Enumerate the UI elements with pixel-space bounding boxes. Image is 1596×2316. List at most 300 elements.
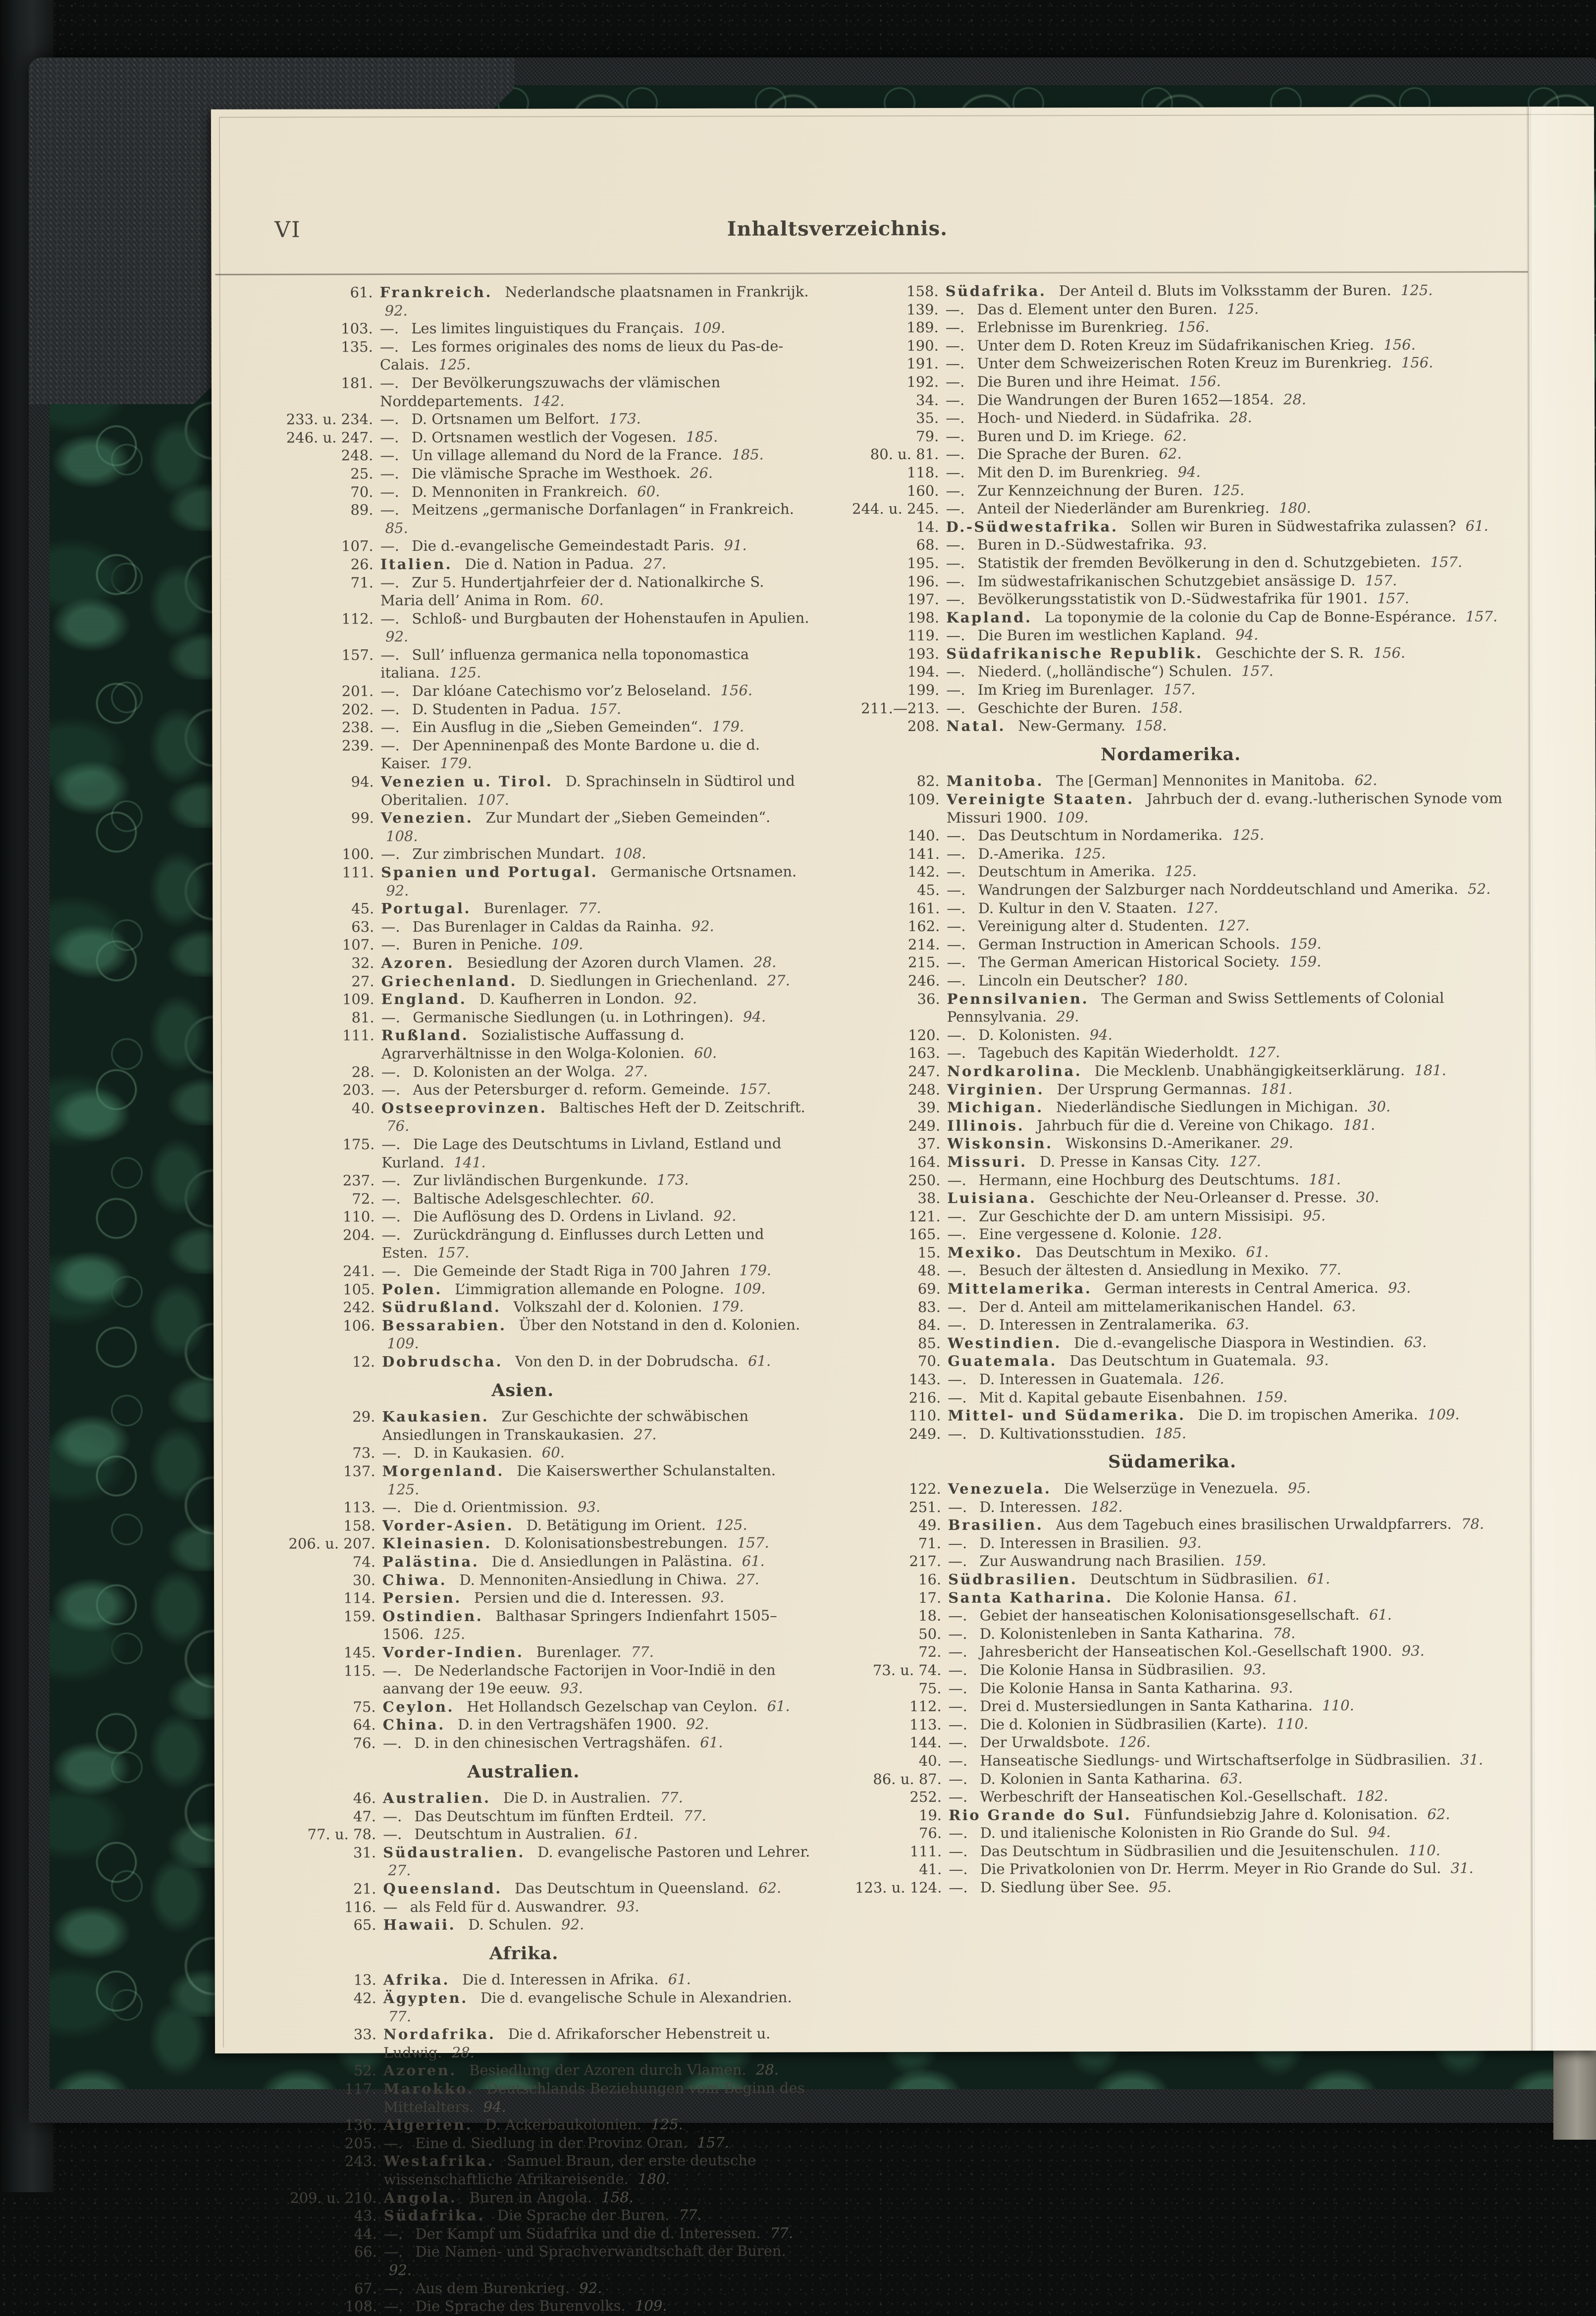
entry-keyword: —. <box>946 500 965 517</box>
entry-title: Anteil der Niederländer am Burenkrieg. <box>977 499 1270 517</box>
entry-number: 107. <box>342 936 374 953</box>
entry-keyword: —. <box>380 719 400 736</box>
entry-page-number: 61. <box>700 1734 723 1751</box>
entry-title: Un village allemand du Nord de la France. <box>411 446 723 464</box>
entry-number: 145. <box>343 1644 376 1661</box>
entry-title: D. Siedlungen in Griechenland. <box>530 972 758 990</box>
entry-keyword: —. <box>382 1444 401 1462</box>
entry-keyword: —. <box>380 501 399 519</box>
entry-number: 137. <box>343 1463 375 1480</box>
index-entry <box>826 1423 1518 1443</box>
entry-keyword: —. <box>383 1807 402 1825</box>
entry-number: 42. <box>353 1990 376 2007</box>
entry-page-number: 62. <box>758 1879 782 1896</box>
entry-title: Fünfundsiebzig Jahre d. Kolonisation. <box>1144 1805 1418 1823</box>
entry-page-number: 94. <box>1235 626 1259 643</box>
entry-title: Besiedlung der Azoren durch Vlamen. <box>469 2061 746 2079</box>
entry-page-number: 61. <box>1274 1588 1297 1606</box>
index-entry <box>827 1733 1519 1752</box>
entry-title: Zur Mundart der „Sieben Gemeinden“. <box>485 808 771 826</box>
page-stack-edge <box>1553 2046 1596 2140</box>
entry-title: Germanische Ortsnamen. <box>610 863 797 881</box>
entry-keyword: —. <box>946 663 965 681</box>
entry-title: Die d. Interessen in Afrika. <box>462 1971 659 1989</box>
index-entry <box>824 281 1516 301</box>
entry-page-number: 77. <box>388 2007 412 2025</box>
entry-title: Die d.-evangelische Diaspora in Westindien. <box>1074 1333 1394 1352</box>
entry-page-number: 28. <box>755 2061 779 2079</box>
index-entry <box>826 1406 1518 1425</box>
entry-number: 75. <box>353 1698 376 1716</box>
entry-page-number: 92. <box>674 990 697 1007</box>
entry-number: 45. <box>917 881 940 898</box>
entry-number: 250. <box>908 1171 941 1189</box>
index-column-right <box>824 281 1520 1897</box>
entry-title: Zur Kennzeichnung der Buren. <box>977 481 1203 499</box>
entry-page-number: 93. <box>1243 1661 1267 1678</box>
index-entry <box>234 1516 812 1535</box>
entry-title: Mit den D. im Burenkrieg. <box>977 463 1169 481</box>
header-rule <box>215 271 1528 275</box>
entry-title: Deutschtum in Südbrasilien. <box>1090 1570 1298 1588</box>
entry-keyword: —. <box>948 1680 967 1697</box>
entry-page-number: 125. <box>433 1626 466 1643</box>
index-entry <box>235 2025 813 2062</box>
index-entry <box>824 535 1517 555</box>
index-entry <box>826 1515 1519 1535</box>
entry-number: 108. <box>345 2298 377 2315</box>
entry-title: Besuch der ältesten d. Ansiedlung in Mexiko. <box>979 1261 1309 1279</box>
entry-title: Buren in Angola. <box>469 2188 592 2206</box>
index-entry <box>233 1062 811 1081</box>
entry-keyword: Südaustralien. <box>383 1843 525 1861</box>
entry-number: 80. u. 81. <box>870 446 939 463</box>
entry-keyword: —. <box>382 1499 402 1516</box>
entry-page-number: 92. <box>691 917 714 935</box>
entry-title: Lincoln ein Deutscher? <box>978 971 1147 989</box>
entry-page-number: 61. <box>748 1352 771 1369</box>
section-heading: Südamerika. <box>1108 1452 1237 1473</box>
entry-number: 99. <box>351 809 374 827</box>
entry-number: 246. <box>907 972 940 989</box>
entry-number: 144. <box>909 1734 942 1751</box>
index-entry <box>234 1842 813 1880</box>
entry-page-number: 125. <box>1073 844 1106 862</box>
entry-keyword: —. <box>380 574 400 591</box>
entry-number: 77. u. 78. <box>307 1826 376 1843</box>
entry-page-number: 179. <box>712 718 745 736</box>
index-entry <box>232 808 811 846</box>
index-entry <box>824 589 1517 609</box>
entry-number: 86. u. 87. <box>873 1770 942 1788</box>
entry-page-number: 62. <box>1159 445 1182 463</box>
entry-keyword: —. <box>947 1171 966 1189</box>
entry-keyword: Luisiana. <box>947 1189 1037 1207</box>
entry-keyword: —. <box>947 917 966 935</box>
entry-page-number: 109. <box>693 319 726 337</box>
entry-title: Der Apenninenpaß des Monte Bardone u. die d. Kaiser. <box>380 736 760 772</box>
entry-title: Nederlandsche plaatsnamen in Frankrijk. <box>505 283 809 301</box>
entry-number: 71. <box>918 1534 941 1552</box>
entry-title: D. Ortsnamen um Belfort. <box>411 410 600 428</box>
index-entry <box>232 736 811 773</box>
entry-page-number: 127. <box>1186 899 1219 916</box>
entry-page-number: 125. <box>387 1480 420 1498</box>
book-page <box>211 106 1596 2315</box>
entry-keyword: —. <box>947 1226 966 1243</box>
entry-keyword: —. <box>947 1045 966 1062</box>
entry-keyword: —. <box>380 374 399 392</box>
index-entry <box>234 1606 812 1644</box>
index-entry <box>824 553 1517 573</box>
entry-title: Die Buren im westlichen Kapland. <box>977 626 1226 644</box>
entry-page-number: 95. <box>1287 1479 1311 1497</box>
entry-keyword: —. <box>948 1389 967 1406</box>
entry-page-number: 92. <box>388 2262 412 2279</box>
index-entry <box>826 1624 1519 1643</box>
entry-keyword: —. <box>948 1370 967 1388</box>
index-entry <box>826 1297 1518 1316</box>
entry-keyword: —. <box>949 1825 968 1842</box>
entry-title: Erlebnisse im Burenkrieg. <box>977 318 1168 336</box>
index-entry <box>827 1787 1519 1806</box>
entry-keyword: Vorder-Asien. <box>382 1517 514 1534</box>
entry-keyword: —. <box>382 1735 402 1752</box>
entry-number: 47. <box>353 1807 376 1825</box>
entry-page-number: 125. <box>1212 481 1245 499</box>
section-heading: Afrika. <box>489 1943 559 1964</box>
entry-number: 15. <box>917 1244 941 1261</box>
entry-number: 65. <box>353 1916 376 1934</box>
entry-number: 115. <box>343 1662 376 1679</box>
index-entry <box>235 1915 813 1935</box>
entry-title: Balthasar Springers Indienfahrt 1505–1506. <box>382 1607 777 1643</box>
entry-number: 119. <box>907 627 940 644</box>
entry-number: 105. <box>343 1280 375 1298</box>
entry-number: 76. <box>919 1825 942 1842</box>
index-entry <box>825 1079 1518 1099</box>
index-entry <box>234 1498 812 1517</box>
entry-keyword: Spanien und Portugal. <box>381 863 598 881</box>
entry-number: 38. <box>917 1189 941 1207</box>
index-entry <box>234 1588 812 1608</box>
entry-number: 211.—213. <box>861 699 940 717</box>
entry-title: als Feld für d. Auswandrer. <box>410 1897 607 1915</box>
entry-title: D. Kultur in den V. Staaten. <box>978 899 1177 917</box>
entry-title: D. Kolonisten an der Wolga. <box>413 1062 616 1080</box>
entry-page-number: 93. <box>1270 1679 1293 1696</box>
entry-title: Die Namen- und Sprachverwandtschaft der Buren. <box>415 2242 786 2261</box>
index-entry <box>825 1188 1518 1208</box>
entry-title: Jahrbuch der d. evang.-lutherischen Synode vom Missuri 1900. <box>946 790 1502 826</box>
entry-keyword: Natal. <box>946 717 1006 735</box>
entry-page-number: 157. <box>739 1080 771 1098</box>
running-title: Inhaltsverzeichnis. <box>727 216 948 241</box>
entry-keyword: Venezien. <box>380 809 474 827</box>
index-entry <box>827 1805 1519 1825</box>
entry-number: 46. <box>353 1790 376 1807</box>
entry-keyword: —. <box>381 1081 401 1099</box>
entry-keyword: Mexiko. <box>947 1244 1023 1261</box>
entry-title: Geschichte der Buren. <box>977 699 1141 717</box>
entry-keyword: Virginien. <box>947 1080 1045 1098</box>
entry-keyword: —. <box>948 1553 967 1570</box>
entry-number: 94. <box>351 773 374 790</box>
entry-title: Meitzens „germanische Dorfanlagen“ in Frankreich. <box>411 500 795 519</box>
index-entry <box>235 2242 814 2280</box>
entry-number: 193. <box>907 645 940 662</box>
entry-number: 191. <box>906 355 939 372</box>
entry-number: 117. <box>344 2080 377 2098</box>
entry-title: Les formes originales des noms de lieux du Pas-de-Calais. <box>379 337 784 373</box>
entry-title: D. Ackerbaukolonien. <box>485 2116 642 2133</box>
index-entry <box>824 408 1516 428</box>
entry-number: 100. <box>342 845 374 863</box>
entry-page-number: 125. <box>1232 826 1265 843</box>
entry-number: 33. <box>353 2026 377 2043</box>
entry-keyword: —. <box>946 699 965 717</box>
entry-page-number: 77. <box>679 2207 702 2224</box>
entry-title: Zur Geschichte der schwäbischen Ansiedlungen in Transkaukasien. <box>382 1407 749 1444</box>
entry-keyword: —. <box>946 681 965 698</box>
entry-keyword: Ceylon. <box>382 1698 455 1715</box>
entry-page-number: 181. <box>1414 1061 1446 1079</box>
entry-page-number: 125. <box>1226 300 1259 317</box>
entry-page-number: 63. <box>1220 1770 1243 1787</box>
entry-title: Geschichte der S. R. <box>1215 644 1364 662</box>
index-entry <box>825 789 1517 827</box>
entry-number: 198. <box>907 609 940 626</box>
entry-keyword: —. <box>380 447 399 464</box>
entry-title: Zurückdrängung d. Einflusses durch Letten und Esten. <box>381 1225 764 1262</box>
index-entry <box>233 1189 811 1208</box>
entry-number: 139. <box>906 301 939 318</box>
entry-title: D. Kolonisten. <box>978 1026 1080 1044</box>
entry-keyword: Dobrudscha. <box>382 1353 503 1370</box>
entry-page-number: 156. <box>1373 644 1406 661</box>
entry-number: 21. <box>353 1880 376 1897</box>
index-entry <box>824 680 1517 699</box>
entry-page-number: 181. <box>1309 1170 1341 1188</box>
entry-number: 18. <box>918 1607 942 1625</box>
entry-title: Jahrbuch für die d. Vereine von Chikago. <box>1037 1116 1334 1134</box>
entry-page-number: 92. <box>686 1716 709 1733</box>
entry-keyword: —. <box>948 1607 967 1624</box>
index-entry <box>232 536 810 556</box>
index-entry <box>827 1714 1519 1734</box>
entry-page-number: 157. <box>1430 553 1463 571</box>
index-entry <box>825 898 1517 918</box>
entry-keyword: —. <box>946 590 965 608</box>
entry-title: Aus dem Tagebuch eines brasilischen Urwaldpfarrers. <box>1056 1515 1452 1533</box>
entry-page-number: 93. <box>560 1680 584 1697</box>
entry-page-number: 92. <box>385 628 409 645</box>
entry-title: Eine d. Siedlung in der Provinz Oran. <box>415 2134 688 2152</box>
entry-title: Niederländische Siedlungen in Michigan. <box>1056 1098 1358 1116</box>
entry-keyword: —. <box>380 411 399 428</box>
entry-keyword: —. <box>946 464 965 481</box>
entry-page-number: 94. <box>743 1008 766 1025</box>
index-entry <box>826 1206 1518 1226</box>
entry-number: 189. <box>906 319 939 336</box>
entry-page-number: 92. <box>579 2279 602 2296</box>
entry-number: 106. <box>343 1317 375 1334</box>
entry-keyword: —. <box>947 936 966 953</box>
index-entry <box>826 1478 1519 1498</box>
entry-page-number: 156. <box>1401 354 1434 371</box>
entry-title: Zur Geschichte der D. am untern Missisipi. <box>978 1207 1293 1225</box>
entry-keyword: —. <box>947 954 966 971</box>
entry-number: 81. <box>351 1008 374 1026</box>
index-entry <box>232 917 811 936</box>
entry-title: Über den Notstand in den d. Kolonien. <box>519 1316 800 1334</box>
entry-number: 112. <box>341 610 374 628</box>
index-entry <box>825 934 1517 954</box>
index-entry <box>826 1278 1518 1298</box>
entry-page-number: 159. <box>1289 953 1322 970</box>
index-entry <box>826 1333 1518 1353</box>
entry-title: Unter dem D. Roten Kreuz im Südafrikanischen Krieg. <box>977 336 1375 354</box>
index-entry <box>825 862 1517 882</box>
index-entry <box>826 1660 1519 1680</box>
entry-title: Dar klóane Catechismo vor’z Beloseland. <box>412 682 711 700</box>
entry-title: Das Deutschtum in Mexiko. <box>1035 1243 1237 1261</box>
entry-keyword: Persien. <box>382 1589 462 1607</box>
entry-keyword: Venezuela. <box>948 1480 1052 1497</box>
entry-number: 40. <box>351 1099 375 1117</box>
entry-number: 110. <box>342 1208 375 1225</box>
entry-title: Zur 5. Hundertjahrfeier der d. Nationalkirche S. Maria dell’ Anima in Rom. <box>380 573 764 609</box>
entry-keyword: Santa Katharina. <box>948 1588 1113 1606</box>
index-entry <box>235 2115 813 2135</box>
entry-page-number: 27. <box>625 1062 648 1080</box>
index-entry <box>824 517 1517 536</box>
entry-keyword: Ostindien. <box>382 1607 483 1625</box>
index-entry <box>233 1407 812 1445</box>
entry-keyword: Italien. <box>380 555 453 573</box>
entry-keyword: —. <box>949 1842 968 1860</box>
entry-page-number: 28. <box>1283 390 1307 408</box>
index-entry <box>233 1080 811 1100</box>
index-entry <box>235 2206 814 2225</box>
entry-title: D. Mennoniten-Ansiedlung in Chiwa. <box>459 1571 727 1588</box>
index-entry <box>827 1678 1519 1698</box>
entry-keyword: —. <box>948 1716 967 1733</box>
index-entry <box>233 1026 811 1063</box>
entry-page-number: 77. <box>660 1789 683 1806</box>
entry-number: 113. <box>909 1716 942 1733</box>
index-entry <box>234 1697 813 1716</box>
entry-number: 36. <box>917 990 940 1007</box>
entry-title: D. Studenten in Padua. <box>412 700 580 718</box>
index-entry <box>234 1661 812 1698</box>
entry-number: 251. <box>909 1498 941 1516</box>
entry-page-number: 92. <box>561 1916 585 1933</box>
index-entry <box>234 1534 812 1553</box>
entry-number: 39. <box>917 1099 941 1116</box>
entry-page-number: 30. <box>1368 1098 1391 1115</box>
index-entry <box>235 2278 814 2298</box>
entry-title: D. und italienische Kolonisten in Rio Grande do Sul. <box>980 1824 1359 1842</box>
entry-page-number: 159. <box>1289 935 1322 952</box>
index-entry <box>234 1825 813 1844</box>
entry-keyword: —. <box>383 1826 402 1843</box>
entry-keyword: Westindien. <box>948 1334 1062 1352</box>
entry-number: 163. <box>908 1045 940 1062</box>
entry-keyword: Südafrikanische Republik. <box>946 644 1203 662</box>
index-entry <box>824 317 1516 337</box>
entry-page-number: 62. <box>1164 427 1187 444</box>
entry-keyword: Manitoba. <box>946 772 1044 790</box>
entry-title: D. Siedlung über See. <box>980 1879 1139 1896</box>
entry-title: Die Auflösung des D. Ordens in Livland. <box>413 1208 704 1225</box>
entry-title: Von den D. in der Dobrudscha. <box>515 1352 739 1370</box>
entry-page-number: 93. <box>577 1498 601 1516</box>
entry-title: Drei d. Mustersiedlungen in Santa Katharina. <box>980 1697 1313 1715</box>
index-entry <box>826 1242 1518 1262</box>
entry-title: Unter dem Schweizerischen Roten Kreuz im Burenkrieg. <box>977 354 1392 372</box>
entry-page-number: 28. <box>753 953 777 971</box>
entry-title: D. Kolonisationsbestrebungen. <box>504 1534 728 1552</box>
entry-page-number: 158. <box>1135 717 1167 735</box>
entry-keyword: Ostseeprovinzen. <box>381 1099 547 1116</box>
entry-keyword: Westafrika. <box>383 2153 495 2170</box>
entry-keyword: —. <box>381 936 400 953</box>
entry-title: Les limites linguistiques du Français. <box>411 319 684 337</box>
entry-number: 34. <box>915 391 939 409</box>
index-entry <box>827 1750 1519 1770</box>
entry-keyword: —. <box>381 1263 401 1280</box>
entry-number: 141. <box>907 845 940 862</box>
entry-keyword: —. <box>381 1208 401 1225</box>
entry-page-number: 181. <box>1260 1080 1293 1098</box>
entry-number: 69. <box>917 1280 941 1298</box>
entry-title: Die vlämische Sprache im Westhoek. <box>411 464 681 482</box>
entry-title: D.-Amerika. <box>978 845 1064 862</box>
index-entry <box>825 1170 1518 1190</box>
index-column-left <box>231 282 814 2316</box>
entry-page-number: 26. <box>690 464 713 481</box>
entry-keyword: —. <box>381 1172 401 1189</box>
entry-page-number: 125. <box>715 1516 747 1533</box>
index-entry <box>825 1115 1518 1135</box>
entry-page-number: 110. <box>1276 1715 1309 1733</box>
entry-page-number: 157. <box>589 700 622 717</box>
index-entry <box>231 410 810 429</box>
index-entry <box>826 1369 1518 1389</box>
entry-title: Der Urwaldsbote. <box>980 1734 1109 1751</box>
entry-title: Vereinigung alter d. Studenten. <box>978 917 1208 935</box>
index-entry <box>825 1098 1518 1117</box>
entry-page-number: 31. <box>1450 1860 1474 1877</box>
entry-page-number: 93. <box>1306 1352 1329 1369</box>
index-entry <box>231 464 810 483</box>
index-entry <box>232 772 811 809</box>
entry-title: Buren in Peniche. <box>412 936 542 953</box>
entry-page-number: 142. <box>532 392 565 410</box>
entry-page-number: 60. <box>581 591 604 609</box>
index-entry <box>233 990 811 1009</box>
entry-number: 241. <box>343 1263 375 1280</box>
entry-keyword: Kapland. <box>946 609 1032 626</box>
index-entry <box>234 1443 812 1463</box>
index-entry <box>824 444 1516 464</box>
entry-keyword: Polen. <box>381 1280 442 1298</box>
entry-number: 194. <box>907 663 940 681</box>
entry-page-number: 27. <box>634 1425 657 1443</box>
entry-keyword: Chiwa. <box>382 1571 447 1588</box>
entry-page-number: 157. <box>1163 681 1196 698</box>
